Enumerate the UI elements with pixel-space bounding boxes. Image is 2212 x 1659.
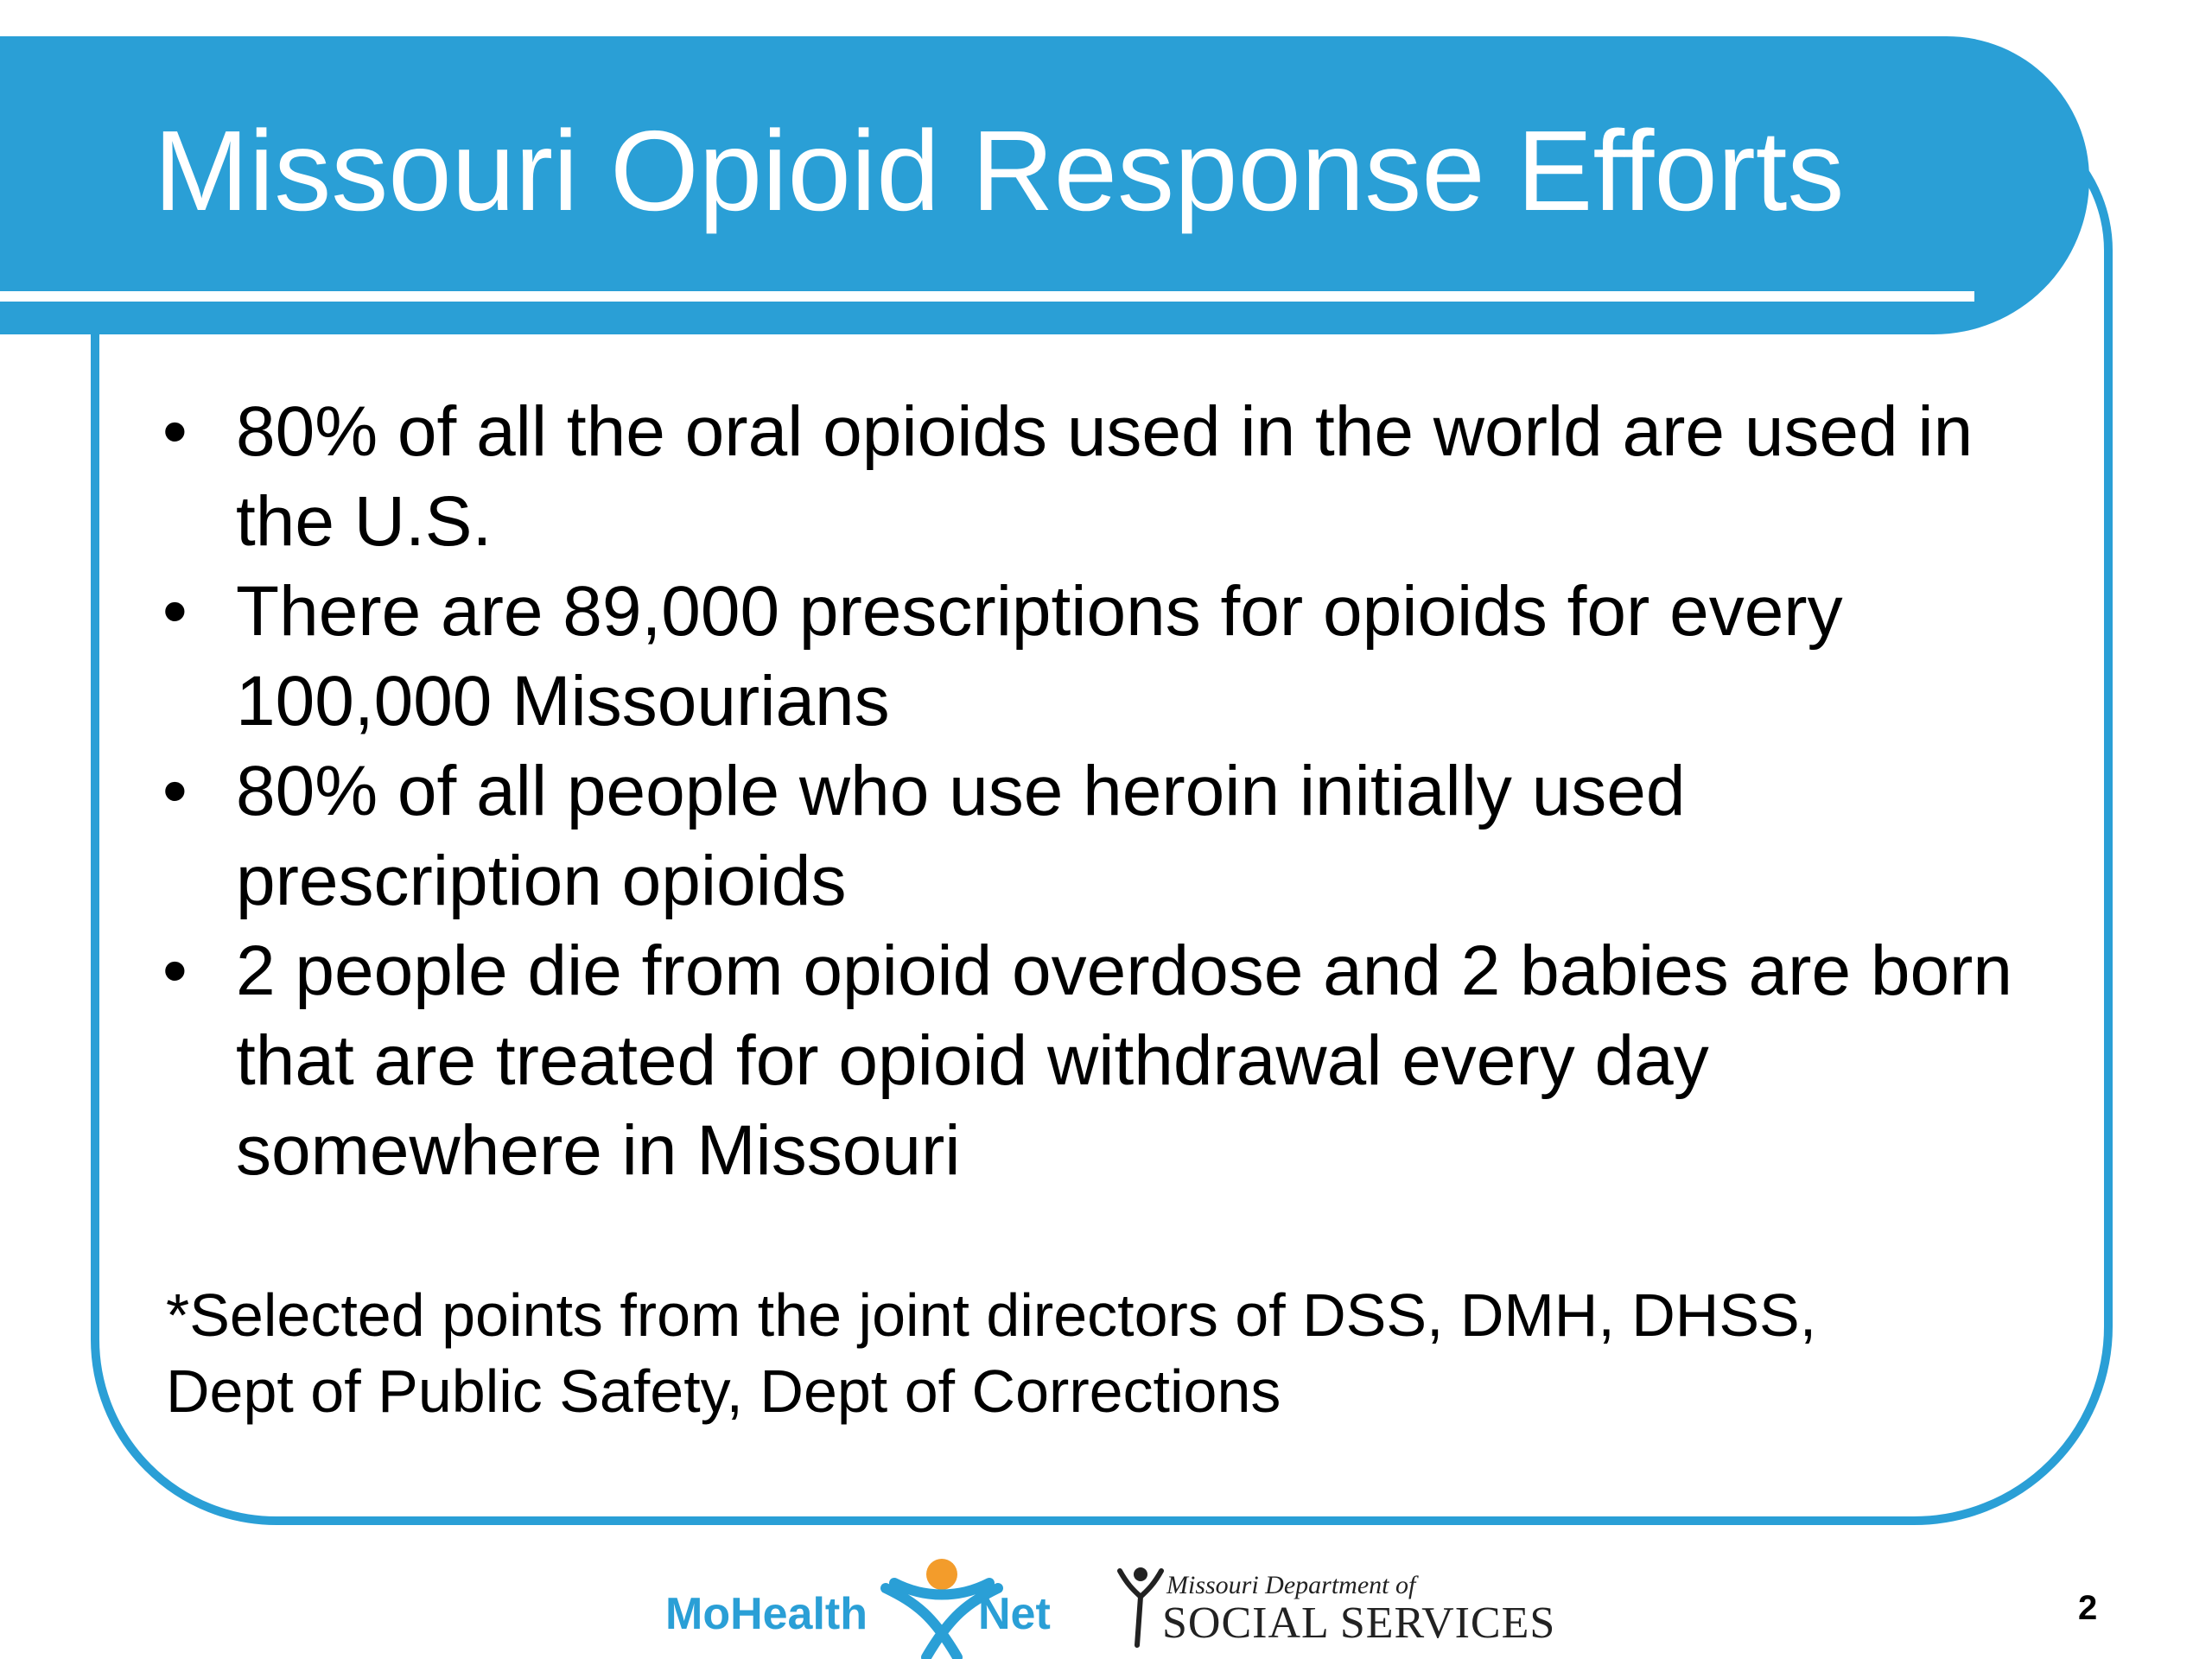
footer-logos — [665, 1555, 1556, 1659]
dss-logo — [1115, 1562, 1556, 1649]
dss-figure-icon — [1115, 1562, 1166, 1649]
mohealthnet-logo — [665, 1555, 1097, 1659]
dss-logo-line-2: SOCIAL SERVICES — [1162, 1599, 1556, 1648]
bullet-item-overdose — [162, 926, 2029, 1196]
bullet-dot: • — [162, 931, 188, 1010]
mohealthnet-figure-head-icon — [926, 1559, 957, 1590]
dss-logo-line-1: Missouri Department of — [1166, 1571, 1416, 1599]
bullet-text: There are 89,000 prescriptions for opioids for every 100,000 Missourians — [236, 572, 1843, 741]
bullet-item-heroin — [162, 747, 2029, 926]
mohealthnet-wordmark-part1: MoHealth — [665, 1589, 868, 1639]
footnote-line-1: *Selected points from the joint directors of DSS, DMH, DHSS, — [166, 1281, 1817, 1349]
mohealthnet-wordmark-part2: Net — [978, 1589, 1051, 1639]
bullet-dot: • — [162, 572, 188, 651]
footnote — [166, 1277, 2024, 1429]
page-number: 2 — [2078, 1589, 2098, 1627]
bullet-dot: • — [162, 752, 188, 830]
title-underline — [0, 291, 1974, 302]
bullet-item-prescriptions — [162, 567, 2029, 747]
bullet-text: 80% of all the oral opioids used in the world are used in the U.S. — [236, 392, 1974, 561]
footnote-line-2: Dept of Public Safety, Dept of Corrections — [166, 1357, 1281, 1425]
bullet-item-oral-opioids — [162, 387, 2029, 567]
bullet-list — [162, 387, 2029, 1196]
slide-title: Missouri Opioid Response Efforts — [154, 107, 1845, 234]
bullet-text: 80% of all people who use heroin initially used prescription opioids — [236, 752, 1686, 920]
bullet-text: 2 people die from opioid overdose and 2 babies are born that are treated for opioid withdrawal every day somewhere in Missouri — [236, 931, 2012, 1190]
bullet-dot: • — [162, 392, 188, 471]
